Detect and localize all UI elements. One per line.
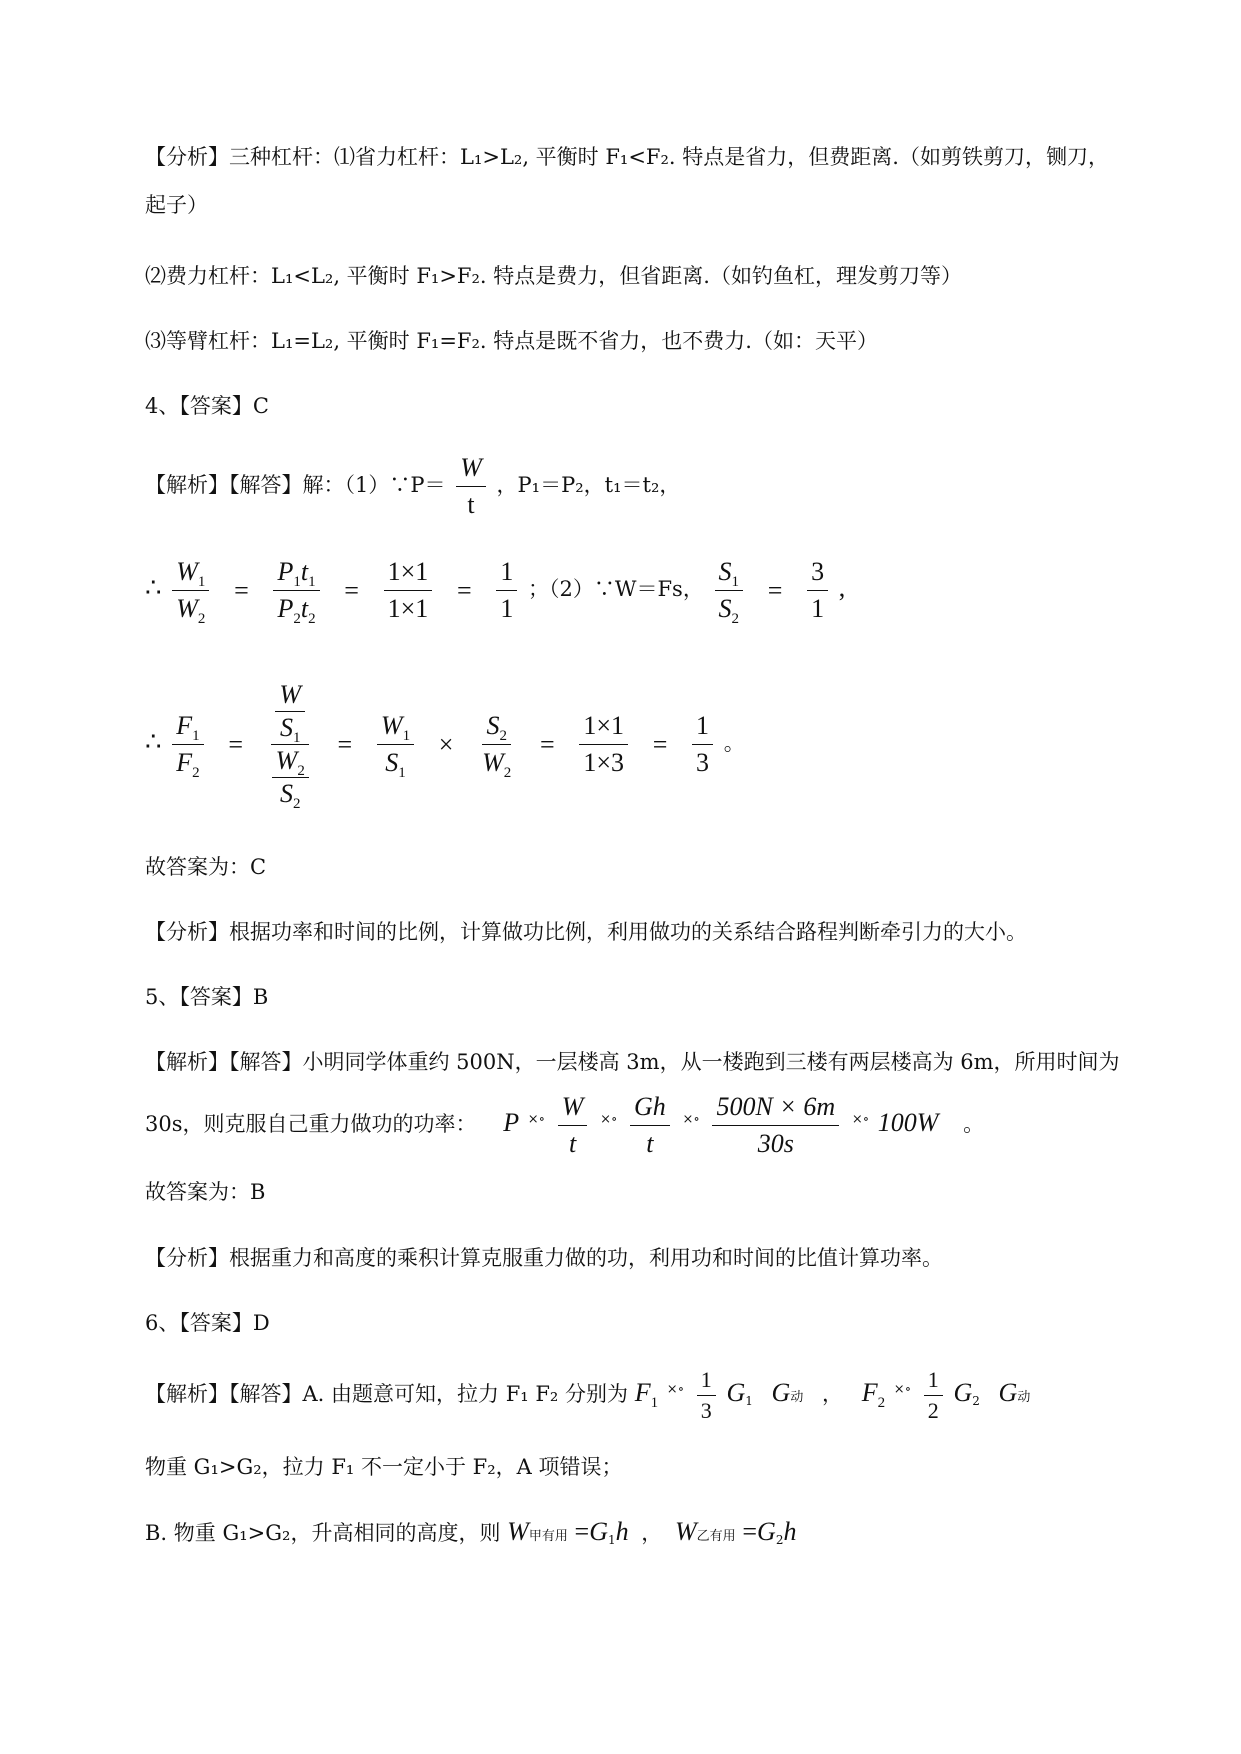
eq-mark-icon: ×∘	[682, 1112, 700, 1127]
q4-analysis: 【分析】根据功率和时间的比例，计算做功比例，利用做功的关系结合路程判断牵引力的大小。	[145, 920, 1027, 944]
fraction-gh-t: $\frac{Gh}{t}$	[630, 1092, 670, 1159]
fraction-500n-30s: $\frac{500N \times 6m}{30s}$	[712, 1092, 839, 1159]
eq-mark-icon: ×∘	[851, 1112, 870, 1127]
eq-mark-icon: ×∘	[527, 1112, 546, 1127]
fraction-w-t: $\frac{W}{t}$	[558, 1092, 588, 1159]
eq-mark-icon: ×∘	[600, 1112, 618, 1127]
fraction-f1-f2: $\frac{F_1}{F_2}$	[172, 711, 203, 778]
q6-solution-line-b: B. 物重 G₁>G₂，升高相同的高度，则 W甲有用 $=G_1h$ ， W乙有用 $=G_2h$	[145, 1517, 797, 1547]
q5-solution-line-1: 【解析】【解答】小明同学体重约 500N，一层楼高 3m，从一楼跑到三楼有两层楼高为 6m，所用时间为	[145, 1050, 1120, 1074]
compound-fraction: $\frac{\frac{W}{S_1}}{\frac{W_2}{S_2}}$	[268, 682, 313, 807]
answer-5: 5、【答案】B	[145, 985, 269, 1009]
fraction-1-2: $\frac{1}{2}$	[924, 1368, 943, 1423]
q5-conclusion: 故答案为：B	[145, 1180, 266, 1204]
analysis-line-3: ⑶等臂杠杆：L₁=L₂, 平衡时 F₁=F₂. 特点是既不省力，也不费力.（如：天平）	[145, 329, 878, 353]
q4-conclusion: 故答案为：C	[145, 855, 267, 879]
q4-force-ratio-line: ∴ $\frac{F_1}{F_2}$ = $\frac{\frac{W}{S_1}}{\frac{W_2}{S_2}}$ = $\frac{W_1}{S_1}$ × $\frac{S_2}{W_2}$ = $\frac{1\times 1}{1\times 3}$ = $\frac{1}{3}$ 。	[145, 680, 745, 812]
q4-solution-line-1: 【解析】【解答】解：（1）∵P＝ $\frac{W}{t}$ ，P₁＝P₂，t₁＝t₂，	[145, 453, 681, 519]
analysis-line-1: 【分析】三种杠杆：⑴省力杠杆：L₁>L₂, 平衡时 F₁<F₂. 特点是省力，但费距离.（如剪铁剪刀，铡刀，	[145, 145, 1109, 169]
eq-mark-icon: ×∘	[666, 1382, 685, 1397]
fraction-1-3: $\frac{1}{3}$	[692, 711, 713, 778]
fraction-s1-s2: $\frac{S_1}{S_2}$	[715, 557, 744, 624]
fraction-3-1: $\frac{3}{1}$	[807, 557, 828, 624]
q6-solution-line-a2: 物重 G₁>G₂，拉力 F₁ 不一定小于 F₂，A 项错误；	[145, 1455, 623, 1479]
fraction-w1-s1: $\frac{W_1}{S_1}$	[377, 711, 414, 778]
q4-ratio-line: ∴ $\frac{W_1}{W_2}$ = $\frac{P_1t_1}{P_2t_2}$ = $\frac{1\times 1}{1\times 1}$ = $\frac{1}{1}$ ；（2）∵W＝Fs， $\frac{S_1}{S_2}$ = $\frac{3}{1}$ ,	[145, 557, 846, 627]
q5-power-line: 30s，则克服自己重力做功的功率： P ×∘ $\frac{W}{t}$ ×∘ $\frac{Gh}{t}$ ×∘ $\frac{500N \times 6m}{30s}$ ×∘ 100W 。	[145, 1092, 985, 1158]
eq-mark-icon: ×∘	[893, 1382, 912, 1397]
fraction-w-over-t: $\frac{W}{t}$	[456, 453, 486, 520]
q6-solution-line-a: 【解析】【解答】A. 由题意可知，拉力 F₁ F₂ 分别为 $F_1$ ×∘ $\frac{1}{3}$ $G_1$ G动 ， $F_2$ ×∘ $\frac{1}{2}$ $G_2$ G动	[145, 1367, 1031, 1423]
fraction-p1t1-p2t2: $\frac{P_1t_1}{P_2t_2}$	[273, 557, 319, 624]
answer-6: 6、【答案】D	[145, 1311, 270, 1335]
analysis-line-2: ⑵费力杠杆：L₁<L₂, 平衡时 F₁>F₂. 特点是费力，但省距离.（如钓鱼杠，理发剪刀等）	[145, 264, 962, 288]
answer-4: 4、【答案】C	[145, 394, 269, 418]
fraction-s2-w2: $\frac{S_2}{W_2}$	[482, 711, 512, 781]
analysis-line-1b: 起子）	[145, 193, 208, 217]
fraction-1x1-1x3: $\frac{1\times 1}{1\times 3}$	[579, 711, 628, 778]
fraction-1x1-1x1: $\frac{1\times 1}{1\times 1}$	[384, 557, 433, 624]
fraction-1-3: $\frac{1}{3}$	[697, 1368, 716, 1423]
q5-analysis: 【分析】根据重力和高度的乘积计算克服重力做的功，利用功和时间的比值计算功率。	[145, 1246, 943, 1270]
fraction-w1-w2: $\frac{W_1}{W_2}$	[172, 557, 209, 624]
fraction-1-1: $\frac{1}{1}$	[496, 557, 517, 624]
